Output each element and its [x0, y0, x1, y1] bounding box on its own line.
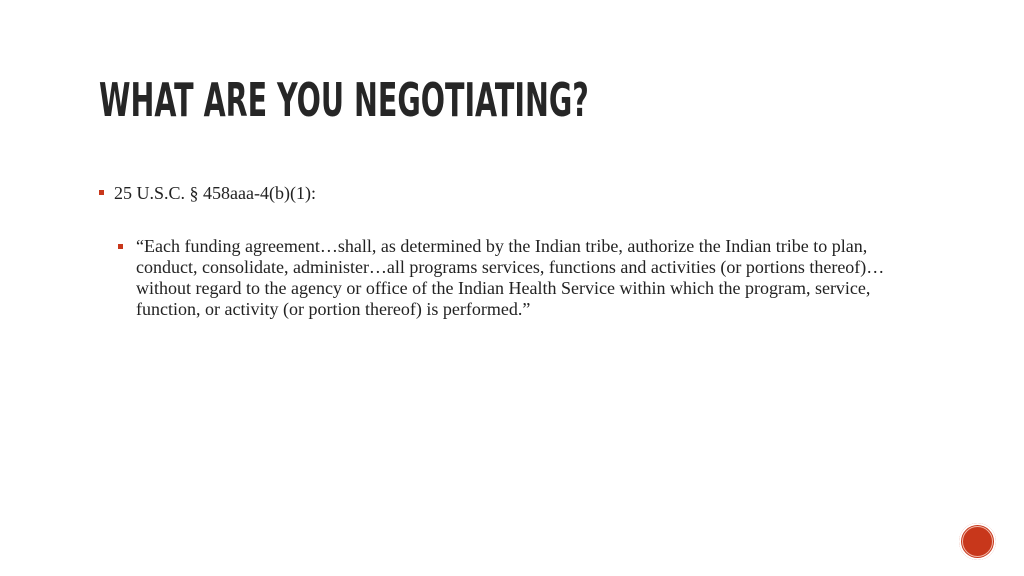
page-number: [959, 523, 996, 560]
bullet-text: 25 U.S.C. § 458aaa-4(b)(1):: [114, 183, 316, 203]
square-bullet-icon: [99, 190, 104, 195]
bullet-item: [99, 182, 919, 204]
page-number-badge: [959, 523, 996, 560]
square-bullet-icon: [118, 244, 123, 249]
sub-bullet-text: “Each funding agreement…shall, as determined by the Indian tribe, authorize the Indian tribe to plan, conduct, consolidate, administer…all programs services, functions and activities (or portions thereof)…without regard to the agency or office of the Indian Health Service within which the program, service, function, or activity (or portion thereof) is performed.”: [136, 236, 885, 319]
slide-title: WHAT ARE YOU NEGOTIATING?: [99, 73, 589, 127]
sub-bullet-item: [118, 236, 918, 320]
